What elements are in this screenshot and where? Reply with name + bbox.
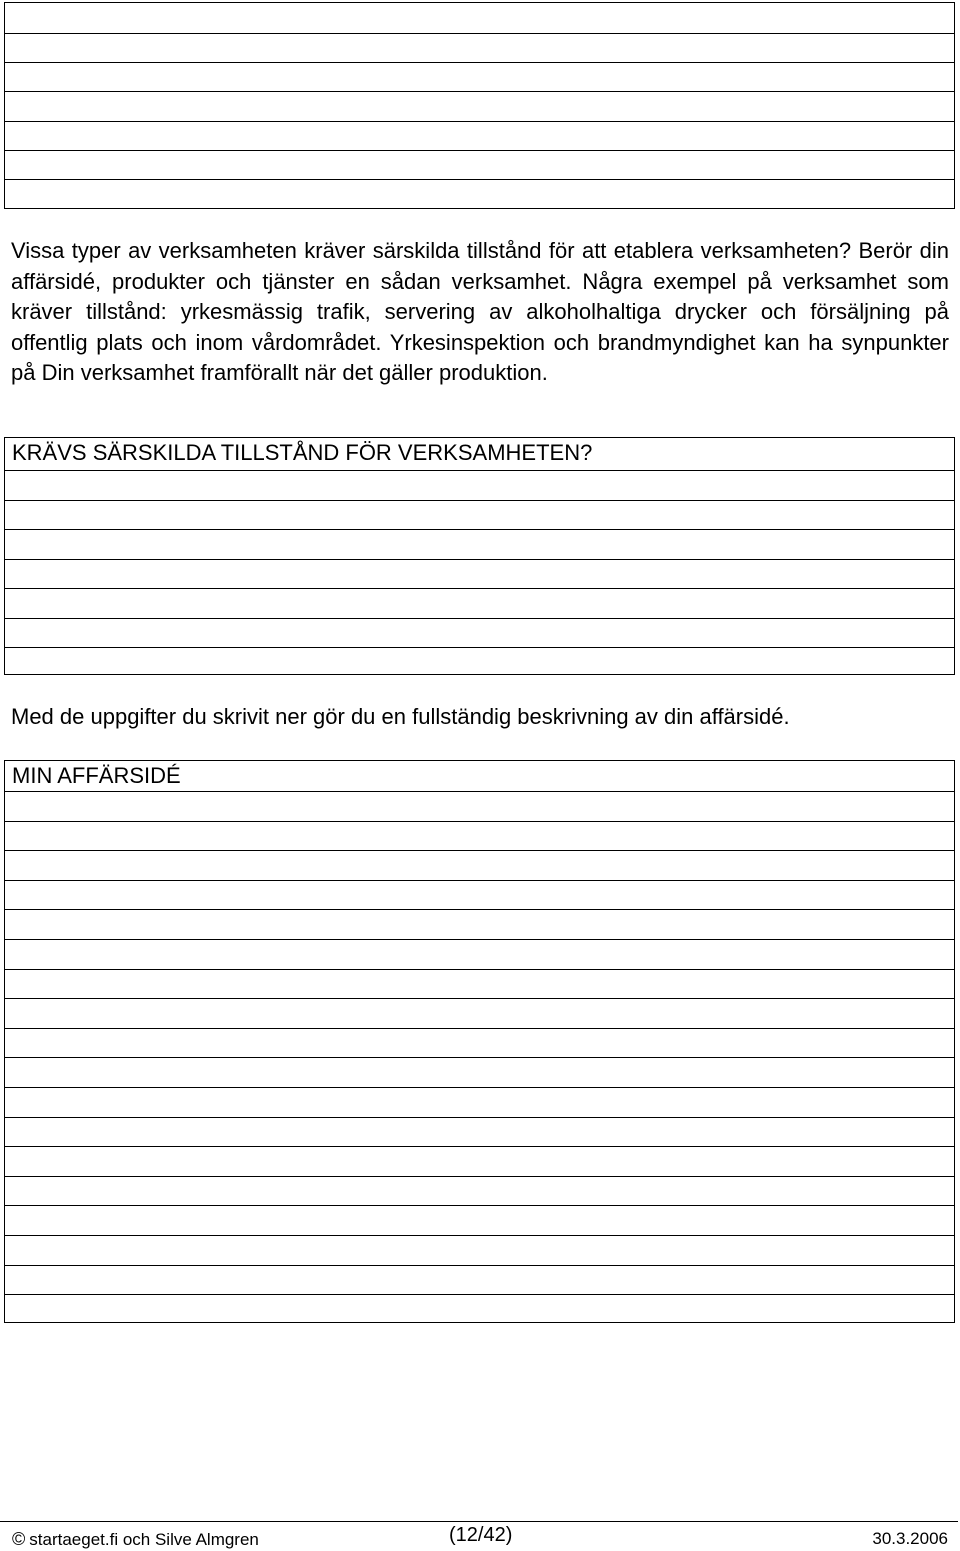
writing-line[interactable]	[5, 62, 954, 91]
writing-line[interactable]	[5, 880, 954, 910]
writing-line[interactable]	[5, 1176, 954, 1206]
writing-line[interactable]	[5, 1294, 954, 1324]
writing-line[interactable]	[5, 179, 954, 208]
writing-line[interactable]	[5, 1205, 954, 1235]
writing-line[interactable]	[5, 821, 954, 851]
writing-line[interactable]	[5, 500, 954, 530]
writing-line[interactable]	[5, 791, 954, 821]
business-idea-section	[4, 760, 955, 1323]
writing-line[interactable]	[5, 3, 954, 33]
footer-copyright-text: startaeget.fi och Silve Almgren	[29, 1530, 259, 1549]
writing-line[interactable]	[5, 1235, 954, 1265]
writing-line[interactable]	[5, 1057, 954, 1087]
writing-line[interactable]	[5, 529, 954, 559]
business-idea-heading: MIN AFFÄRSIDÉ	[12, 763, 181, 788]
writing-line[interactable]	[5, 33, 954, 62]
footer-copyright	[12, 1529, 259, 1550]
writing-line[interactable]	[5, 470, 954, 500]
writing-line[interactable]	[5, 850, 954, 880]
permit-section	[4, 437, 955, 675]
footer-date: 30.3.2006	[872, 1529, 948, 1548]
writing-line[interactable]	[5, 1146, 954, 1176]
writing-line[interactable]	[5, 1087, 954, 1117]
writing-line[interactable]	[5, 647, 954, 677]
writing-line[interactable]	[5, 939, 954, 969]
intro-paragraph: Vissa typer av verksamheten kräver särskilda tillstånd för att etablera verksamheten? Berör din affärsidé, produkter och tjänster en sådan verksamhet. Några exempel på verksamhet som kräver tillstånd: yrkesmässig trafik, servering av alkoholhaltiga drycker och försäljning på offentlig plats och inom vårdområdet. Yrkesinspektion och brandmyndighet kan ha synpunkter på Din verksamhet framförallt när det gäller produktion.	[11, 238, 949, 386]
summary-text: Med de uppgifter du skrivit ner gör du en fullständig beskrivning av din affärsidé.	[11, 704, 790, 729]
footer-divider	[0, 1521, 958, 1522]
writing-line[interactable]	[5, 91, 954, 120]
writing-line[interactable]	[5, 998, 954, 1028]
writing-line[interactable]	[5, 1028, 954, 1058]
page-number: (12/42)	[449, 1524, 513, 1546]
writing-line[interactable]	[5, 618, 954, 648]
writing-line[interactable]	[5, 588, 954, 618]
copyright-icon: ©	[12, 1529, 26, 1549]
writing-line[interactable]	[5, 559, 954, 589]
writing-line[interactable]	[5, 121, 954, 150]
writing-line[interactable]	[5, 1265, 954, 1295]
permit-heading: KRÄVS SÄRSKILDA TILLSTÅND FÖR VERKSAMHETEN?	[12, 440, 593, 465]
top-writing-lines	[4, 2, 955, 209]
writing-line[interactable]	[5, 150, 954, 179]
writing-line[interactable]	[5, 1117, 954, 1147]
writing-line[interactable]	[5, 969, 954, 999]
writing-line[interactable]	[5, 909, 954, 939]
